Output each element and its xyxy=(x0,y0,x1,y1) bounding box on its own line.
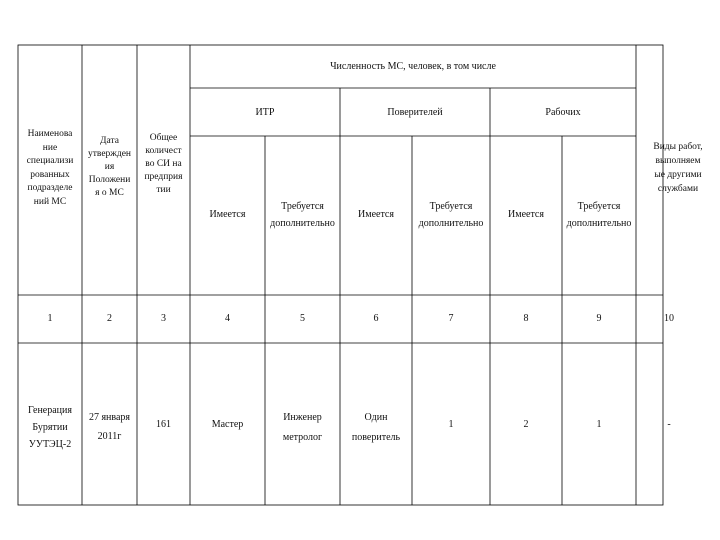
poveriteli-header: Поверителей xyxy=(387,107,443,118)
cell-itr-have: Мастер xyxy=(211,419,244,430)
cell-rab-have: 2 xyxy=(523,419,529,430)
col-number: 9 xyxy=(596,313,602,324)
col3-header: Общее количест во СИ на предприя тии xyxy=(144,133,183,195)
rabochie-header: Рабочих xyxy=(545,107,581,118)
rab-trebuetsya: Требуется дополнительно xyxy=(566,201,632,229)
col2-header: Дата утвержден ия Положени я о МС xyxy=(88,136,131,198)
col10-header: Виды работ, выполняем ые другими службами xyxy=(653,142,703,194)
cell-other-works: - xyxy=(667,419,671,430)
rab-imeetsya: Имеется xyxy=(508,209,544,220)
col-number: 10 xyxy=(664,313,674,324)
cell-date: 27 января 2011г xyxy=(88,412,131,442)
itr-header: ИТР xyxy=(255,107,275,118)
itr-trebuetsya: Требуется дополнительно xyxy=(270,201,335,229)
pov-imeetsya: Имеется xyxy=(358,209,394,220)
col1-header: Наименова ние специализи рованных подразделе ний МС xyxy=(26,129,74,207)
col-number: 1 xyxy=(47,313,53,324)
col-number: 5 xyxy=(300,313,305,324)
cell-rab-need: 1 xyxy=(596,419,602,430)
col-number: 2 xyxy=(107,313,112,324)
cell-itr-need: Инженер метролог xyxy=(282,412,323,443)
cell-pov-need: 1 xyxy=(448,419,454,430)
col-number: 8 xyxy=(523,313,529,324)
group-title: Численность МС, человек, в том числе xyxy=(330,61,496,72)
itr-imeetsya: Имеется xyxy=(209,209,246,220)
cell-pov-have: Один поверитель xyxy=(351,412,401,443)
cell-subdivision: Генерация Бурятии УУТЭЦ-2 xyxy=(28,405,72,450)
cell-si-count: 161 xyxy=(156,419,171,430)
pov-trebuetsya: Требуется дополнительно xyxy=(418,201,484,229)
col-number: 7 xyxy=(448,313,454,324)
col-number: 6 xyxy=(373,313,379,324)
col-number: 4 xyxy=(225,313,230,324)
col-number: 3 xyxy=(161,313,166,324)
